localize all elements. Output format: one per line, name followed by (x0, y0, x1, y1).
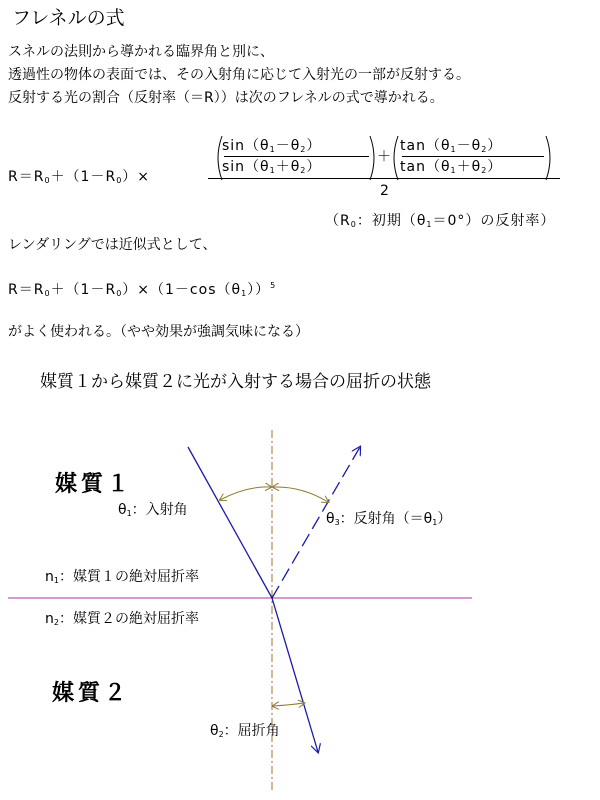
schlick-formula: $R=R_0+(1-R_0)\times(1-\cos(\theta_1))^5$ (8, 281, 277, 298)
tan-denominator: $\tan(\theta_1+\theta_2)$ (400, 159, 503, 175)
r0-note: （$R_0$：初期$(\theta_1=0^\circ)$の反射率） (325, 213, 556, 229)
medium2-label: 媒質２ (52, 681, 131, 706)
n1-label: $n_1$：媒質１の絶対屈折率 (45, 569, 199, 585)
theta3-label: $\theta_3$：反射角$(=\theta_1)$ (326, 511, 452, 527)
n2-label: $n_2$：媒質２の絶対屈折率 (45, 611, 199, 627)
page-title: フレネルの式 (12, 7, 125, 29)
sin-denominator: $\sin(\theta_1+\theta_2)$ (222, 159, 322, 175)
approx-intro: レンダリングでは近似式として、 (8, 237, 217, 253)
intro-line-3: 反射する光の割合（反射率（＝R））は次のフレネルの式で導かれる。 (8, 90, 444, 106)
theta2-label: $\theta_2$：屈折角 (210, 723, 280, 739)
diagram-title: 媒質１から媒質２に光が入射する場合の屈折の状態 (40, 372, 431, 392)
plus-sign: ＋ (377, 149, 392, 165)
intro-line-2: 透過性の物体の表面では、その入射角に応じて入射光の一部が反射する。 (8, 67, 470, 83)
sin-numerator: $\sin(\theta_1-\theta_2)$ (222, 138, 322, 154)
main-denominator: 2 (380, 183, 390, 199)
medium1-label: 媒質１ (55, 472, 134, 497)
tan-numerator: $\tan(\theta_1-\theta_2)$ (400, 138, 503, 154)
approx-note: がよく使われる。（やや効果が強調気味になる） (8, 324, 309, 340)
intro-line-1: スネルの法則から導かれる臨界角と別に、 (8, 44, 274, 60)
theta1-label: $\theta_1$：入射角 (118, 502, 188, 518)
fresnel-lhs: $R=R_0+(1-R_0)\times$ (8, 169, 151, 185)
